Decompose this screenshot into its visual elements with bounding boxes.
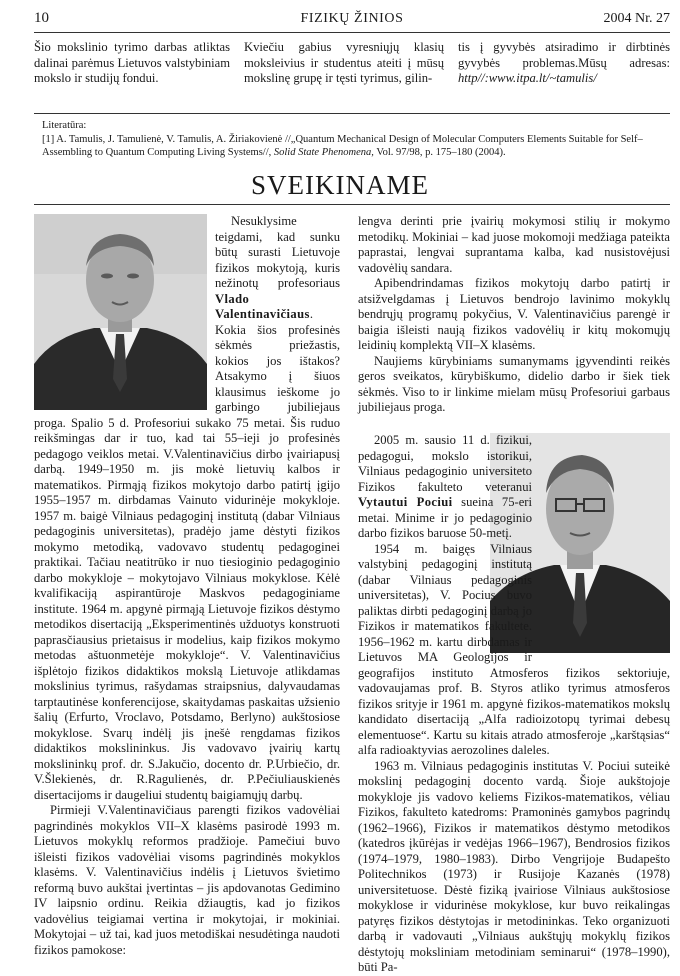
section-title: SVEIKINAME — [251, 170, 429, 200]
pocius-paragraph-1-rest: sueina 75-eri metai. Minime ir jo pedagoginio darbo fizikos baruose 50-metį. — [358, 495, 532, 540]
valentinavicius-paragraph-4: Apibendrindamas fizikos mokytojų darbo patirtį ir atsižvelgdamas į Lietuvos bendrojo lavinimo mokyklų bendrųjų programų pokyčius, V. Valentinavičius parengė ir baigia išleisti naują fizikos vadovėlių ir kitų mokomųjų leidinių komplektą VII–X klasėms. — [358, 276, 670, 352]
issue-label: 2004 Nr. 27 — [603, 11, 670, 26]
article-left-column — [34, 214, 340, 958]
reference-volume: Vol. 97/98, p. 175–180 (2004). — [376, 147, 506, 158]
person-name-pocius: Vytautui Pociui — [358, 495, 453, 509]
article-right-column-pocius — [358, 433, 670, 976]
valentinavicius-paragraph-2: Pirmieji V.Valentinavičiaus parengti fizikos vadovėliai pagrindinės mokyklos VII–X klasėms pasirodė 1993 m. Lietuvos mokyklų reformos pradžioje. Pamečiui buvo išleisti fizikos vadovėliai visoms pagrindinės mokyklos klasėms. V. Valentinavičius indėlis į Lietuvos švietimo reformą buvo aukštai įvertintas – jis apdovanotas Gedimino IV laipsnio ordinu. Reikia džiaugtis, kad jo fizikos vadovėlius teigiamai vertina ir mokytojai, ir mokiniai. Mokytojai – už tai, kad juos metodiškai nesudėtinga naudoti fizikos pamokose: — [34, 803, 340, 957]
author-website-link[interactable]: http//:www.itpa.lt/~tamulis/ — [458, 71, 597, 85]
page-number: 10 — [34, 10, 49, 26]
previous-article-col-3 — [458, 40, 670, 87]
valentinavicius-paragraph-3: lengva derinti prie įvairių mokymosi stilių ir mokymo metodikų. Mokiniai – kad juose mokomoji medžiaga pateikta paprastai, lengvai suprantama kalba, kad nusistovėjusi vadovėlių sandara. — [358, 214, 670, 275]
valentinavicius-paragraph-5: Naujiems kūrybiniams sumanymams įgyvendinti reikės geros sveikatos, kūrybiškumo, didelio darbo ir šiek tiek sėkmės. Viso to ir linkime mielam mūsų Profesoriui garbaus jubiliejaus proga. — [358, 353, 670, 414]
literature-heading: Literatūra: — [42, 120, 87, 131]
previous-article-tail — [34, 40, 670, 106]
literature-divider — [34, 113, 670, 114]
header-divider — [34, 32, 670, 33]
right-photo-wrap-spacer — [532, 433, 670, 653]
valentinavicius-paragraph-1-rest: . Kokia šios profesinės sėkmės priežastis, kokios jos ištakos? Atsakymo į šiuos klausimus ieškome jo garbingo jubiliejaus proga. Spalio 5 d. Profesoriui sukako 75 metai. Šis ruduo reikšmingas dar ir tuo, kad tai 55–ieji jo profesinės pedagogo veiklos metai. V.Valentinavičius dirbo įvairiapusį darbą. 1949–1950 m. jis mokė lietuvių kalbos ir matematikos. Pirmąją fizikos mokytojo darbo patirtį įgijo 1955–1957 m. dirbdamas Vainuto vidurinėje mokykloje. 1957 m. baigė Vilniaus pedagoginį institutą (dabar Vilniaus pedagoginis universitetas), pradėjo jame dėstyti fizikos mokymo metodiką, vadovavo studentų pedagoginei praktikai. Tačiau neatitrūko ir nuo tiesioginio pedagoginio darbo mokykloje – mokytojavo Vilniaus mokyklose. Kėlė kvalifikaciją aspirantūroje Maskvos pedagoginiame institute. 1964 m. apgynė pirmąją Lietuvoje fizikos dėstymo metodikos disertaciją „Eksperimentinės užduotys konstruoti paprasčiausius prietaisus ir modelius, kaip fizikos mokymo metodas aštuonmetėje mokykloje“. V. Valentinavičius išplėtojo fizikos didaktikos mokslą Lietuvoje atlikdamas mokslinius tyrimus, rašydamas straipsnius, dalyvaudamas tarptautinėse konferencijose, skaitydamas paskaitas užsienio šalių (Erfurto, Vroclavo, Potsdamo, Berlyno) aukštosiose mokyklose. Svarų indėlį jis įnešė rengdamas fizikos didaktikos mokslininkus. Jis vadovavo įvairių kartų mokslininkų prof. dr. S.Jakučio, docento dr. P.Urbiečio, dr. V.Šlekienės, dr. R.Ragulienės, dr. P.Pečiuliauskienės disertacijoms ir daugeliui studentų baigiamųjų darbų. — [34, 307, 340, 802]
previous-article-col-3-text: tis į gyvybės atsiradimo ir dirbtinės gyvybės problemas.Mūsų adresas: — [458, 40, 670, 70]
section-divider — [34, 204, 670, 205]
reference-journal: Solid State Phenomena, — [273, 147, 374, 158]
left-photo-wrap-spacer — [34, 214, 215, 410]
previous-article-col-2: Kviečiu gabius vyresniųjų klasių moksleivius ir studentus ateiti į mūsų mokslinę grupę ir tęsti tyrimus, gilin- — [244, 40, 444, 85]
literature-block — [42, 119, 670, 160]
previous-article-col-1: Šio mokslinio tyrimo darbas atliktas dalinai parėmus Lietuvos valstybiniam mokslo ir studijų fondui. — [34, 40, 230, 85]
pocius-paragraph-3: 1963 m. Vilniaus pedagoginis institutas V. Pociui suteikė mokslinį pedagoginį docento vardą. Šioje aukštojoje mokykloje jis vadovo keliems Fizikos-matematikos, vėliau Fizikos, fakulteto katedroms: Pramoninės gamybos pagrindų (1962–1966), Fizikos ir matematikos dėstymo metodikos (katedros įkūrėjas ir vedėjas 1966–1967), Bendrosios fizikos (1974–1979, 1980–1983). Dirbo Vengrijoje Budapešto Politechnikos (1973) ir Rusijoje Kazanės (1978) universitetuose. Dėstė fiziką įvairiose Vilniaus aukštosiose mokyklose ir vidurinėse mokyklose, kur buvo reikalingas patyręs fizikos dėstytojas ir metodininkas. Teko organizuoti darbą ir vadovauti „Vilniaus aukštųjų mokyklų fizikos dėstytojų moksliniam metodiniam seminarui“ (1978–1990), būti Pa- — [358, 758, 670, 974]
article-right-column-top — [358, 214, 670, 416]
literature-reference — [42, 133, 670, 160]
valentinavicius-intro-text: Nesuklysime teigdami, kad sunku būtų surasti Lietuvoje fizikos mokytoją, kuris nežinotų profesoriaus — [215, 214, 340, 290]
journal-title: FIZIKŲ ŽINIOS — [300, 11, 404, 26]
running-header — [34, 10, 670, 32]
reference-authors-title: [1] A. Tamulis, J. Tamulienė, V. Tamulis, A. Žiriakovienė //„Quantum Mechanical Design of Molecular Computers Elements Suitable for Self–Assembling to Quantum Computing Living Systems//, — [42, 133, 643, 158]
pocius-intro-text: 2005 m. sausio 11 d. fizikui, pedagogui, mokslo istorikui, Vilniaus pedagoginio universiteto Fizikos fakulteto veteranui — [358, 433, 532, 494]
pocius-paragraph-2: 1954 m. baigęs Vilniaus valstybinį pedagoginį institutą (dabar Vilniaus pedagoginis universitetas), V. Pocius buvo paliktas dirbti pedagoginį darbą jo Fizikos ir matematikos fakultete. 1956–1962 m. kartu dirbdamas ir Lietuvos MA Geologijos ir geografijos instituto Atmosferos fizikos sektoriuje, vadovaujamas prof. B. Styros atliko tyrimus atmosferos fizikos srityje ir 1961 m. apgynė fizikos-matematikos mokslų kandidato disertaciją „Alfa radioizotopų tyrimai debesų elementuose“. Kartu su kitais atrado atmosferoje „karštąsias“ alfa radioaktyvias aerozolines daleles. — [358, 541, 670, 757]
person-name-valentinavicius: Vlado Valentinavičiaus — [215, 291, 310, 321]
